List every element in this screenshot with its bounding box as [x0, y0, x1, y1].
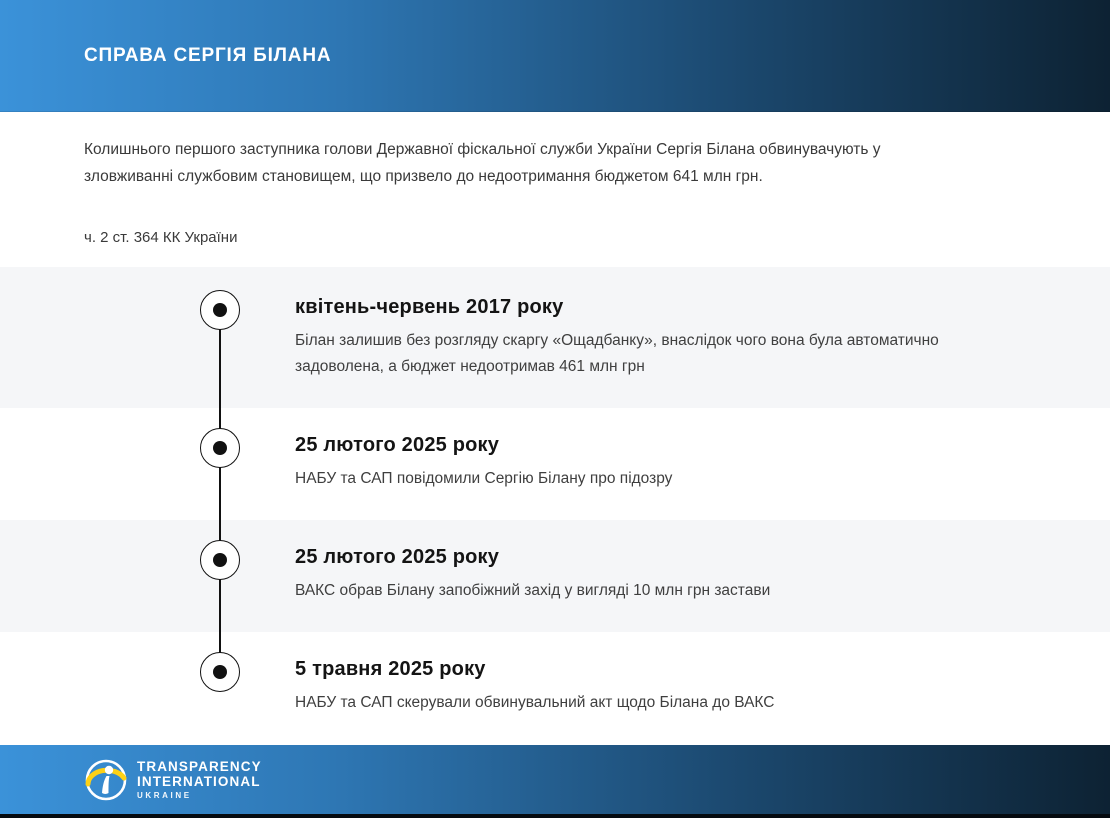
event-description: ВАКС обрав Білану запобіжний захід у вигляді 10 млн грн застави: [295, 582, 771, 599]
logo-text: [137, 759, 262, 801]
timeline-node-icon: [200, 540, 240, 580]
timeline-event-4: [0, 632, 1110, 745]
intro-paragraph: Колишнього першого заступника голови Державної фіскальної служби України Сергія Білана обвинувачують у зловживанні службовим становищем, що призвело до недоотримання бюджетом 641 млн грн.: [84, 141, 881, 185]
event-date: квітень-червень 2017 року: [295, 296, 564, 318]
event-content: [295, 434, 1005, 492]
event-description: НАБУ та САП скерували обвинувальний акт щодо Білана до ВАКС: [295, 694, 775, 711]
event-date: 25 лютого 2025 року: [295, 546, 500, 568]
logo-line-1: TRANSPARENCY: [137, 758, 262, 774]
transparency-international-logo: [84, 758, 262, 802]
timeline-node-icon: [200, 428, 240, 468]
logo-line-2: INTERNATIONAL: [137, 773, 261, 789]
timeline-node-dot: [213, 441, 227, 455]
event-description: НАБУ та САП повідомили Сергію Білану про підозру: [295, 470, 673, 487]
timeline-event-2: [0, 408, 1110, 520]
event-date: 25 лютого 2025 року: [295, 434, 500, 456]
page-title: СПРАВА СЕРГІЯ БІЛАНА: [84, 44, 332, 66]
event-content: [295, 296, 1005, 380]
header-bar: [0, 0, 1110, 112]
globe-logo-icon: [84, 758, 128, 802]
article-reference: ч. 2 ст. 364 КК України: [84, 229, 238, 246]
timeline-node-dot: [213, 303, 227, 317]
timeline-node-dot: [213, 665, 227, 679]
timeline-connector-line: [219, 310, 221, 672]
timeline-node-icon: [200, 290, 240, 330]
timeline-event-1: [0, 267, 1110, 408]
timeline: [0, 267, 1110, 745]
event-date: 5 травня 2025 року: [295, 658, 486, 680]
timeline-node-icon: [200, 652, 240, 692]
event-description: Білан залишив без розгляду скаргу «Ощадбанку», внаслідок чого вона була автоматично задоволена, а бюджет недоотримав 461 млн грн: [295, 332, 939, 375]
event-content: [295, 658, 1005, 716]
event-content: [295, 546, 1005, 604]
timeline-event-3: [0, 520, 1110, 632]
footer-bar: [0, 745, 1110, 818]
timeline-node-dot: [213, 553, 227, 567]
logo-line-3: UKRAINE: [137, 790, 192, 800]
